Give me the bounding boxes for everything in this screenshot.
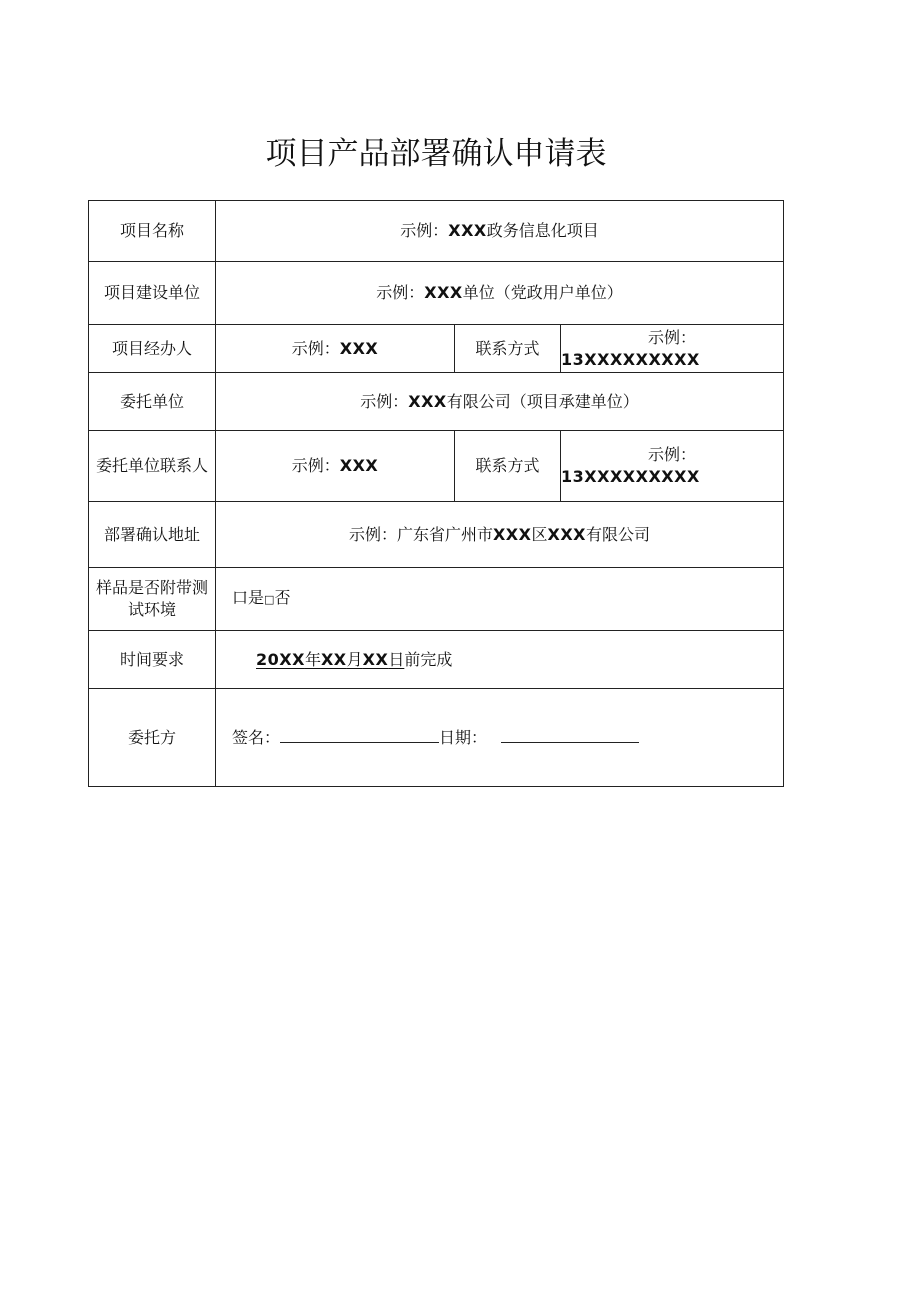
- contact-prefix: 示例：: [647, 445, 696, 464]
- label-client: 委托方: [89, 689, 216, 787]
- page-title: 项目产品部署确认申请表: [265, 136, 607, 172]
- date-line[interactable]: [501, 726, 639, 743]
- value-prefix: 示例：: [376, 283, 425, 302]
- row-handler: [89, 325, 784, 373]
- value-prefix: 示例：: [291, 338, 340, 358]
- value-client: [216, 689, 784, 787]
- option-yes-label: 是: [248, 588, 265, 607]
- label-entrusted-contact: 委托单位联系人: [89, 431, 216, 502]
- month-unit: 月: [346, 649, 363, 669]
- value-project-name[interactable]: [216, 201, 784, 262]
- value-sample-env: [216, 568, 784, 631]
- label-line-1: 样品是否附带测: [95, 578, 208, 597]
- row-entrusted-unit: [89, 373, 784, 431]
- label-entrusted-unit: 委托单位: [89, 373, 216, 431]
- application-form-table: [88, 200, 784, 787]
- value-entrusted-unit[interactable]: [216, 373, 784, 431]
- value-code: XXX: [339, 456, 379, 475]
- value-entrusted-contact-phone[interactable]: [561, 431, 784, 502]
- value-suffix: 政务信息化项目: [486, 221, 599, 240]
- row-client: [89, 689, 784, 787]
- row-project-name: [89, 201, 784, 262]
- value-handler-contact[interactable]: [561, 325, 784, 373]
- checkbox-yes[interactable]: 口: [232, 588, 249, 607]
- label-sample-env: [89, 568, 216, 631]
- contact-prefix: 示例：: [647, 327, 696, 347]
- value-construction-unit[interactable]: [216, 262, 784, 325]
- value-code: XXX: [424, 283, 463, 302]
- signature-line[interactable]: [280, 726, 439, 743]
- value-suffix: 单位（党政用户单位）: [462, 283, 623, 302]
- value-code-2: XXX: [547, 524, 587, 544]
- value-prefix: 示例：: [291, 456, 340, 475]
- year-value: 20XX: [256, 649, 305, 669]
- label-entrusted-contact-phone: 联系方式: [455, 431, 561, 502]
- label-time-req: 时间要求: [89, 631, 216, 689]
- value-prefix: 示例：广东省广州市: [348, 524, 493, 544]
- deadline-date: [256, 650, 404, 669]
- label-deploy-address: 部署确认地址: [89, 502, 216, 568]
- label-line-2: 试环境: [127, 600, 176, 619]
- date-label: 日期：: [439, 728, 488, 747]
- value-time-req[interactable]: [216, 631, 784, 689]
- value-deploy-address[interactable]: [216, 502, 784, 568]
- value-prefix: 示例：: [400, 221, 449, 240]
- row-construction-unit: [89, 262, 784, 325]
- option-no-label: 否: [274, 588, 291, 607]
- row-entrusted-contact: [89, 431, 784, 502]
- label-construction-unit: 项目建设单位: [89, 262, 216, 325]
- checkbox-no[interactable]: □: [264, 593, 275, 606]
- month-value: XX: [320, 649, 347, 669]
- value-code: XXX: [408, 391, 447, 411]
- day-unit: 日: [388, 649, 405, 669]
- sign-label: 签名：: [232, 728, 281, 747]
- label-handler: 项目经办人: [89, 325, 216, 373]
- contact-phone: 13XXXXXXXXX: [561, 349, 700, 369]
- row-deploy-address: [89, 502, 784, 568]
- value-code: XXX: [339, 338, 379, 358]
- deadline-suffix: 前完成: [404, 649, 453, 669]
- contact-phone: 13XXXXXXXXX: [561, 467, 700, 486]
- label-project-name: 项目名称: [89, 201, 216, 262]
- label-handler-contact: 联系方式: [455, 325, 561, 373]
- value-suffix: 有限公司: [586, 524, 651, 544]
- day-value: XX: [362, 649, 389, 669]
- row-sample-env: [89, 568, 784, 631]
- value-entrusted-contact[interactable]: [216, 431, 455, 502]
- value-suffix: 有限公司（项目承建单位）: [446, 391, 639, 411]
- value-code-1: XXX: [492, 524, 532, 544]
- value-prefix: 示例：: [360, 391, 409, 411]
- value-code: XXX: [448, 221, 487, 240]
- row-time-req: [89, 631, 784, 689]
- value-handler[interactable]: [216, 325, 455, 373]
- value-mid: 区: [531, 524, 548, 544]
- year-unit: 年: [304, 649, 321, 669]
